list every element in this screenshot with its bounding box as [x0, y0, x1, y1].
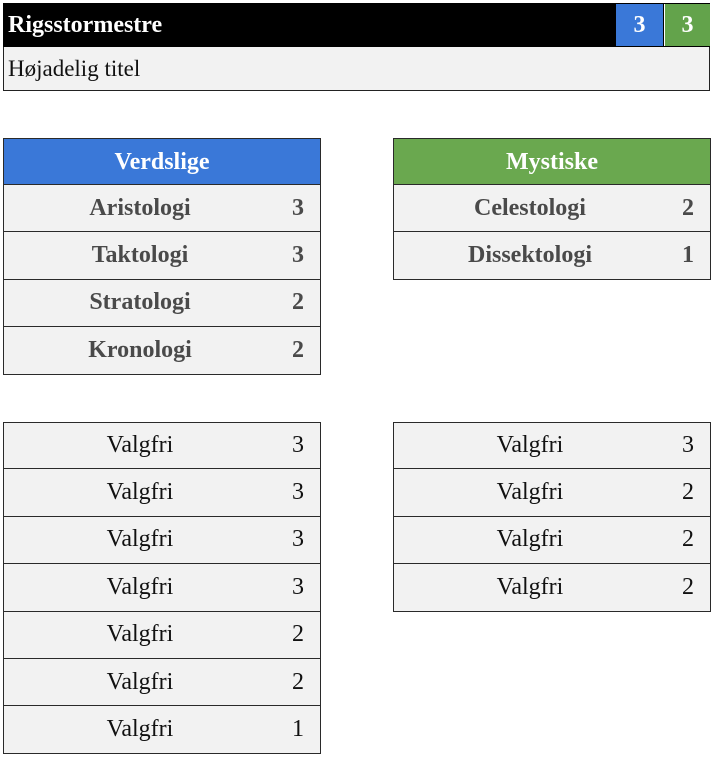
row-value: 2: [682, 526, 694, 553]
row-name: Kronologi: [88, 336, 192, 363]
row-value: 1: [682, 242, 694, 269]
row-value: 2: [292, 621, 304, 648]
row-name: Stratologi: [89, 289, 191, 316]
row-value: 3: [292, 194, 304, 221]
table-row: [393, 564, 711, 611]
row-name: Valgfri: [496, 479, 564, 506]
row-name: Valgfri: [106, 526, 174, 553]
verdslige-header: Verdslige: [3, 138, 321, 185]
table-row: [3, 564, 321, 611]
table-row: [3, 422, 321, 469]
row-name: Valgfri: [106, 479, 174, 506]
verdslige-count-badge: 3: [616, 4, 663, 46]
mystiske-count-badge: 3: [664, 4, 710, 46]
row-name: Valgfri: [106, 573, 174, 600]
row-name: Celestologi: [474, 194, 586, 221]
row-name: Valgfri: [106, 621, 174, 648]
row-name: Valgfri: [496, 432, 564, 459]
table-row: [393, 232, 711, 279]
row-value: 2: [292, 668, 304, 695]
row-value: 2: [682, 573, 694, 600]
row-name: Taktologi: [91, 242, 189, 269]
table-row: [3, 280, 321, 327]
table-row: [3, 327, 321, 374]
row-value: 2: [292, 336, 304, 363]
table-row: [3, 232, 321, 279]
table-row: [393, 517, 711, 564]
table-row: [393, 469, 711, 516]
verdslige-table: [3, 138, 321, 375]
row-name: Valgfri: [106, 432, 174, 459]
row-value: 1: [292, 716, 304, 743]
row-name: Aristologi: [89, 194, 191, 221]
row-value: 3: [292, 432, 304, 459]
row-value: 3: [292, 526, 304, 553]
table-row: [3, 706, 321, 753]
row-value: 3: [292, 573, 304, 600]
row-value: 2: [682, 194, 694, 221]
row-value: 3: [292, 242, 304, 269]
table-row: [3, 517, 321, 564]
row-value: 2: [682, 479, 694, 506]
valgfri-right-table: [393, 422, 711, 612]
page-subtitle: Højadelig titel: [3, 47, 710, 91]
page-title: Rigsstormestre: [8, 12, 163, 38]
table-row: [393, 422, 711, 469]
mystiske-header: Mystiske: [393, 138, 711, 185]
row-value: 3: [292, 479, 304, 506]
row-name: Valgfri: [496, 573, 564, 600]
row-name: Valgfri: [106, 668, 174, 695]
table-row: [3, 659, 321, 706]
mystiske-table: [393, 138, 711, 280]
row-value: 2: [292, 289, 304, 316]
row-value: 3: [682, 432, 694, 459]
table-row: [393, 185, 711, 232]
title-bar: [3, 3, 710, 47]
table-row: [3, 185, 321, 232]
row-name: Valgfri: [496, 526, 564, 553]
table-row: [3, 469, 321, 516]
table-row: [3, 612, 321, 659]
valgfri-left-table: [3, 422, 321, 754]
row-name: Valgfri: [106, 716, 174, 743]
row-name: Dissektologi: [467, 242, 592, 269]
